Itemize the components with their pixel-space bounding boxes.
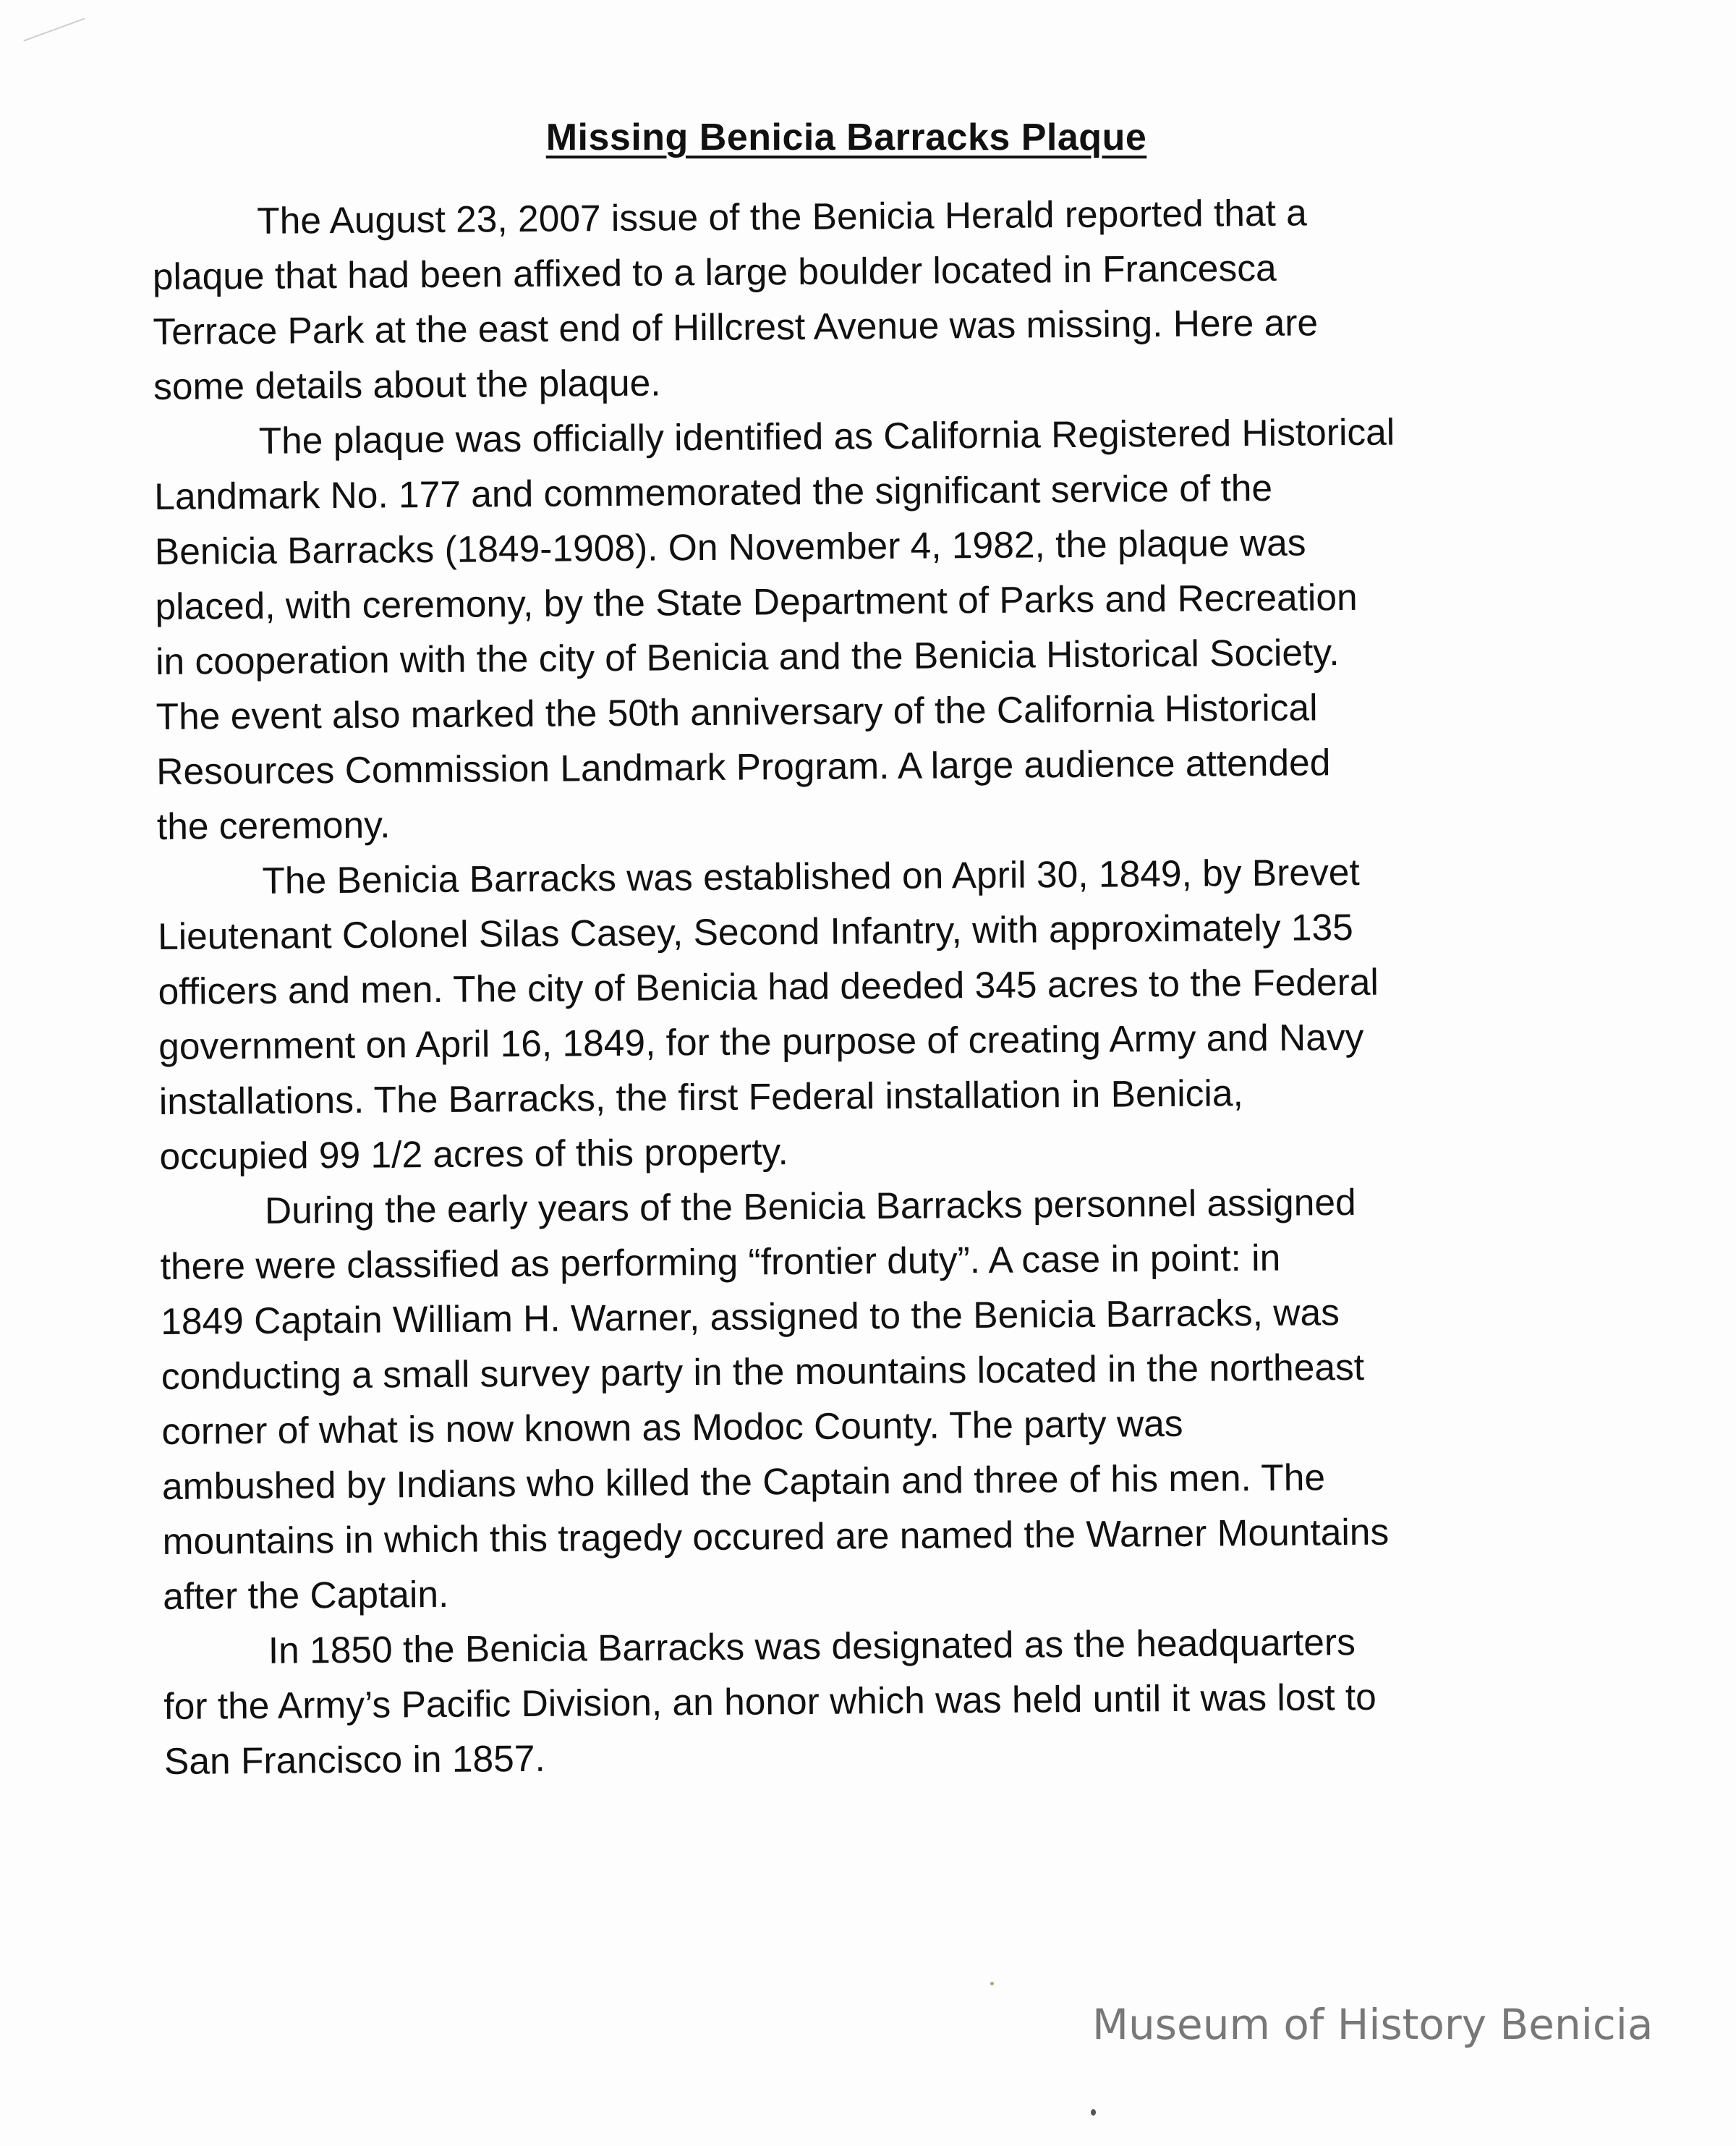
paragraph-3 — [157, 843, 1578, 1184]
text-line: Resources Commission Landmark Program. A large audience attended — [156, 741, 1331, 792]
text-line: ambushed by Indians who killed the Captain and three of his men. The — [161, 1456, 1326, 1507]
text-line: in cooperation with the city of Benicia and the Benicia Historical Society. — [155, 631, 1340, 682]
text-line: government on April 16, 1849, for the purpose of creating Army and Navy — [158, 1015, 1364, 1067]
text-line: occupied 99 1/2 acres of this property. — [159, 1130, 788, 1177]
text-line: San Francisco in 1857. — [163, 1736, 545, 1782]
text-line: In 1850 the Benicia Barracks was designated as the headquarters — [268, 1620, 1356, 1671]
text-line: the ceremony. — [156, 803, 391, 847]
text-line: Terrace Park at the east end of Hillcrest Avenue was missing. Here are — [153, 301, 1319, 352]
document-title: Missing Benicia Barracks Plaque — [545, 116, 1147, 158]
text-line: The August 23, 2007 issue of the Benicia Herald reported that a — [257, 191, 1308, 242]
scan-speck — [1091, 2109, 1096, 2116]
text-line: after the Captain. — [162, 1572, 449, 1617]
text-line: Landmark No. 177 and commemorated the significant service of the — [154, 466, 1273, 517]
text-line: The Benicia Barracks was established on April 30, 1849, by Brevet — [262, 850, 1360, 902]
text-line: some details about the plaque. — [153, 361, 661, 407]
text-line: The plaque was officially identified as California Registered Historical — [258, 410, 1395, 462]
text-line: The event also marked the 50th anniversary of the California Historical — [156, 686, 1318, 737]
scan-speck — [990, 1982, 994, 1985]
text-line: there were classified as performing “frontier duty”. A case in point: in — [160, 1236, 1281, 1287]
paragraph-1 — [152, 183, 1571, 414]
paragraph-2 — [153, 403, 1575, 854]
text-line: mountains in which this tragedy occured are named the Warner Mountains — [162, 1510, 1390, 1562]
text-line: During the early years of the Benicia Barracks personnel assigned — [264, 1180, 1356, 1231]
text-line: officers and men. The city of Benicia had deeded 345 acres to the Federal — [158, 960, 1379, 1012]
museum-watermark: Museum of History Benicia — [1092, 2000, 1654, 2049]
text-line: installations. The Barracks, the first Federal installation in Benicia, — [158, 1072, 1244, 1122]
text-line: Lieutenant Colonel Silas Casey, Second Infantry, with approximately 135 — [157, 905, 1354, 957]
paragraph-5 — [163, 1613, 1583, 1789]
text-line: corner of what is now known as Modoc County. The party was — [161, 1401, 1183, 1452]
text-line: for the Army’s Pacific Division, an honor which was held until it was lost to — [163, 1675, 1377, 1727]
text-line: 1849 Captain William H. Warner, assigned to the Benicia Barracks, was — [161, 1291, 1340, 1342]
text-line: plaque that had been affixed to a large boulder located in Francesca — [152, 246, 1277, 297]
document-body — [152, 183, 1582, 1789]
text-line: placed, with ceremony, by the State Department of Parks and Recreation — [155, 575, 1358, 627]
scan-scratch — [23, 18, 85, 42]
text-line: Benicia Barracks (1849-1908). On November 4, 1982, the plaque was — [154, 521, 1306, 572]
text-line: conducting a small survey party in the mountains located in the northeast — [161, 1345, 1365, 1397]
paragraph-4 — [160, 1173, 1581, 1624]
